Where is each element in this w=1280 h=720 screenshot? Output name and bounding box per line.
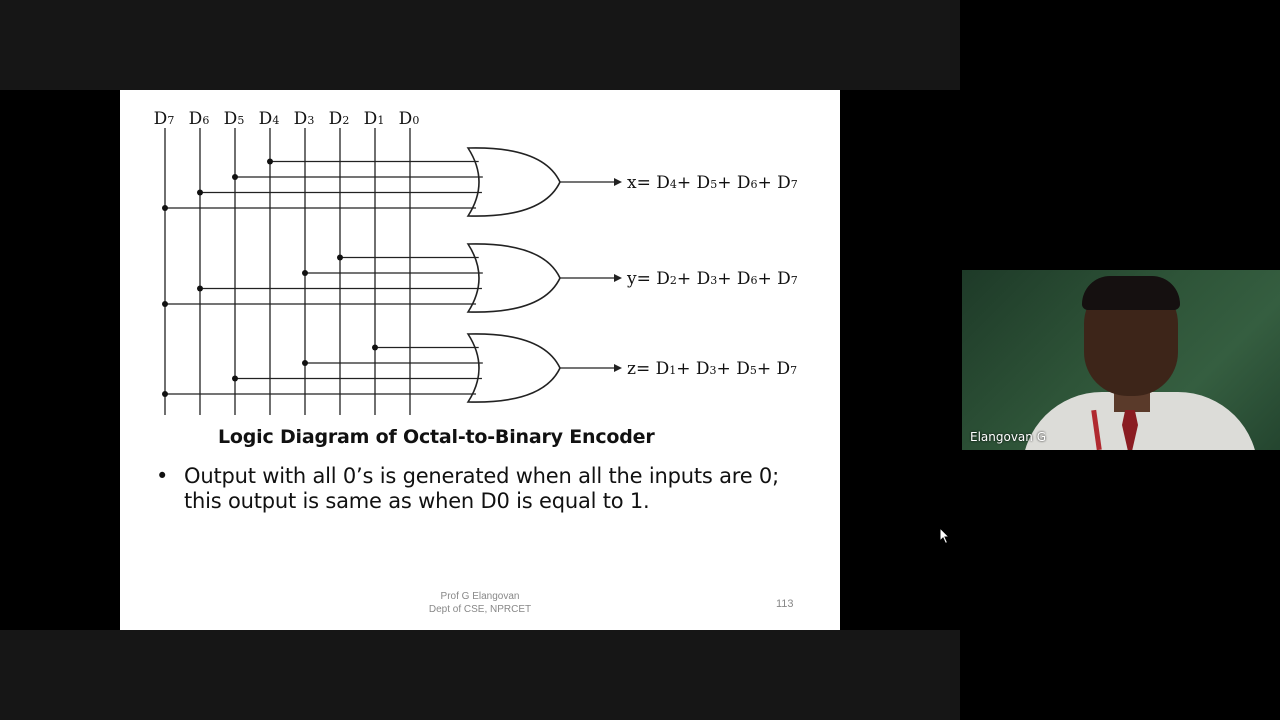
junction-dot-y-7: [162, 301, 168, 307]
top-letterbox: [0, 0, 960, 90]
participant-video-tile[interactable]: [962, 270, 1280, 450]
or-gate-y: [468, 244, 560, 312]
bullet-text: Output with all 0’s is generated when all the inputs are 0; this output is same as when D0 is equal to 1.: [184, 464, 779, 513]
input-label-d0: D0: [398, 109, 420, 129]
junction-dot-y-2: [337, 255, 343, 261]
input-label-d7: D7: [153, 109, 175, 129]
presentation-slide: [120, 90, 840, 630]
bottom-letterbox: [0, 630, 960, 720]
logic-diagram: [120, 90, 840, 420]
input-label-d3: D3: [293, 109, 315, 129]
junction-dot-x-5: [232, 174, 238, 180]
junction-dot-z-3: [302, 360, 308, 366]
output-equation-y: y= D2+ D3+ D6+ D7: [627, 269, 798, 289]
footer-department: Dept of CSE, NPRCET: [428, 604, 532, 615]
participant-name: Elangovan G: [970, 430, 1047, 444]
output-equation-x: x= D4+ D5+ D6+ D7: [627, 173, 798, 193]
input-label-d6: D6: [188, 109, 210, 129]
junction-dot-x-6: [197, 190, 203, 196]
diagram-caption: Logic Diagram of Octal-to-Binary Encoder: [218, 426, 655, 448]
junction-dot-y-3: [302, 270, 308, 276]
slide-page-number: 113: [776, 598, 794, 610]
slide-footer: [380, 590, 580, 616]
or-gate-z: [468, 334, 560, 402]
video-person-hair: [1082, 276, 1180, 310]
input-label-d1: D1: [363, 109, 385, 129]
footer-author: Prof G Elangovan: [440, 591, 520, 602]
output-arrow-x: [614, 178, 622, 186]
input-label-d2: D2: [328, 109, 350, 129]
junction-dot-x-7: [162, 205, 168, 211]
or-gate-x: [468, 148, 560, 216]
input-label-d4: D4: [258, 109, 280, 129]
input-label-d5: D5: [223, 109, 245, 129]
junction-dot-x-4: [267, 159, 273, 165]
junction-dot-z-1: [372, 345, 378, 351]
bullet-dot: •: [156, 464, 169, 488]
junction-dot-z-7: [162, 391, 168, 397]
junction-dot-y-6: [197, 286, 203, 292]
junction-dot-z-5: [232, 376, 238, 382]
output-equation-z: z= D1+ D3+ D5+ D7: [627, 359, 798, 379]
output-arrow-z: [614, 364, 622, 372]
output-arrow-y: [614, 274, 622, 282]
mouse-pointer-icon: [939, 527, 951, 545]
